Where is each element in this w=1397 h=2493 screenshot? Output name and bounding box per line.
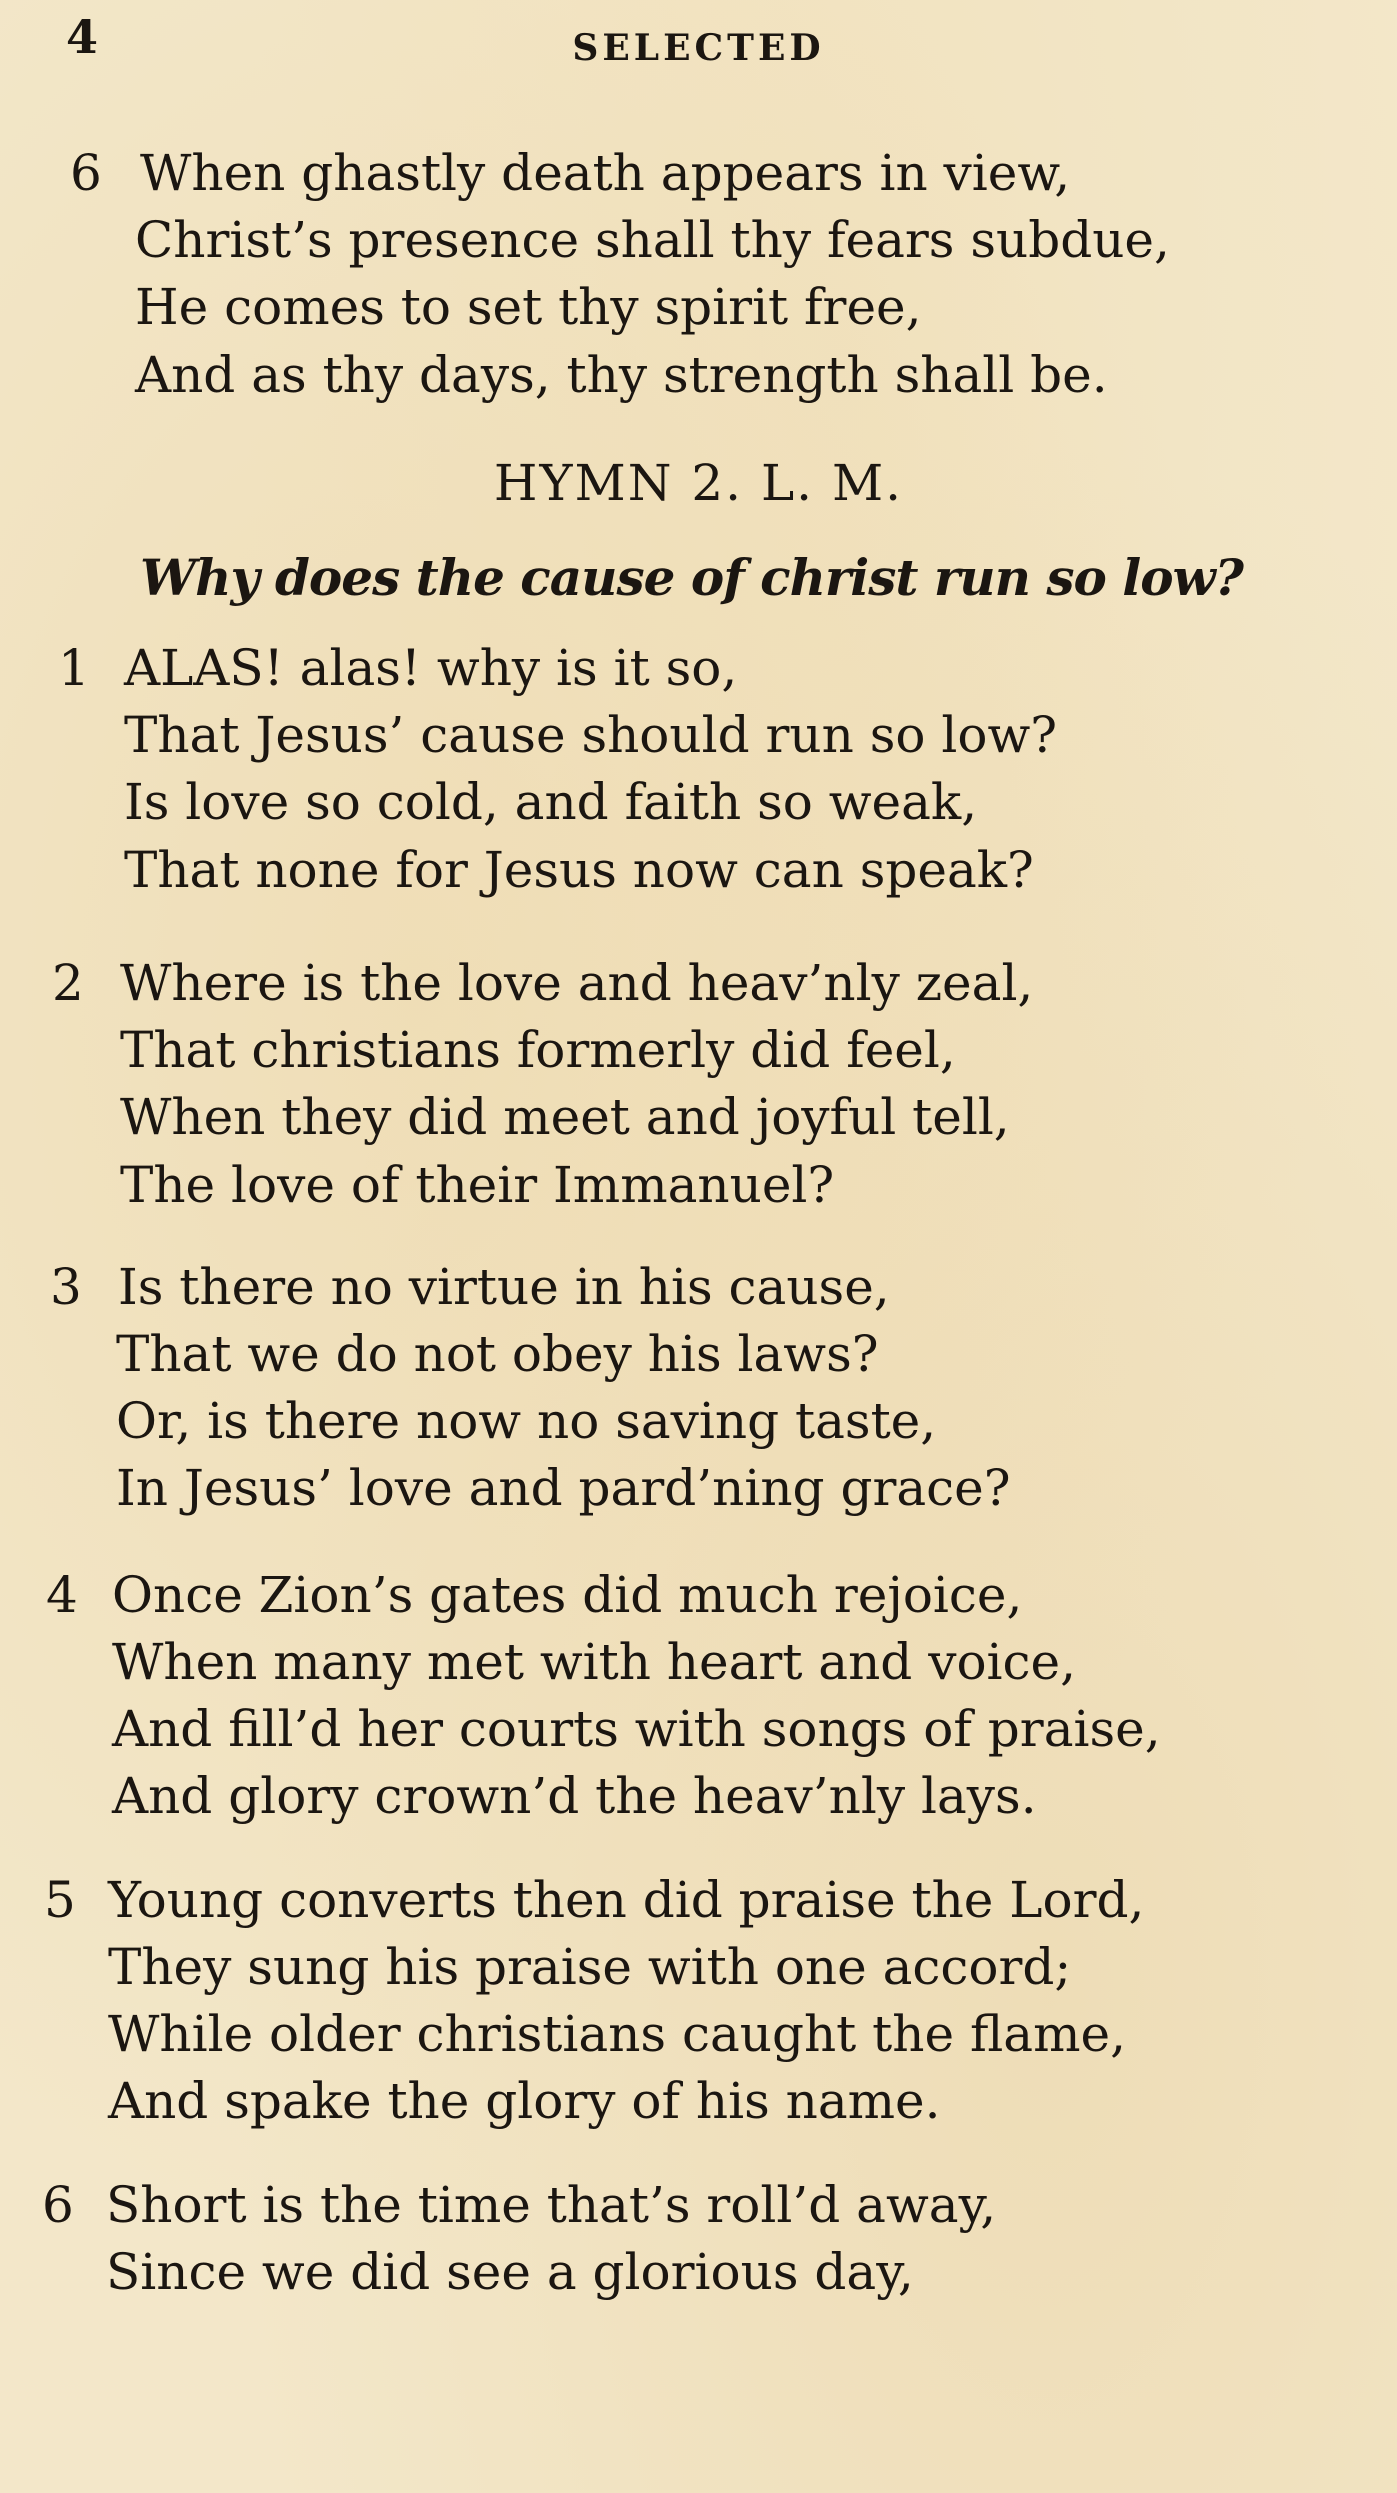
stanza-number: 2 (52, 954, 84, 1012)
stanza-number: 6 (70, 144, 102, 202)
hymn-title: HYMN 2. L. M. (493, 454, 904, 512)
verse-line: When ghastly death appears in view, (140, 144, 1071, 202)
verse-line: Or, is there now no saving taste, (116, 1392, 937, 1450)
verse-line: Since we did see a glorious day, (106, 2243, 914, 2301)
verse-line: And as thy days, thy strength shall be. (135, 346, 1108, 404)
verse-line: Is there no virtue in his cause, (118, 1258, 890, 1316)
verse-line: They sung his praise with one accord; (108, 1938, 1072, 1996)
verse-line: And glory crown’d the heav’nly lays. (112, 1767, 1037, 1825)
verse-line: Where is the love and heav’nly zeal, (120, 954, 1034, 1012)
verse-line: Young converts then did praise the Lord, (108, 1871, 1145, 1929)
verse-line: And fill’d her courts with songs of praise, (112, 1700, 1161, 1758)
verse-line: That none for Jesus now can speak? (124, 841, 1034, 899)
verse-line: Is love so cold, and faith so weak, (124, 773, 978, 831)
stanza-number: 6 (42, 2176, 74, 2234)
stanza-number: 1 (58, 639, 90, 697)
verse-line: And spake the glory of his name. (108, 2072, 941, 2130)
page-number: 4 (66, 10, 99, 64)
running-head: SELECTED (572, 27, 825, 69)
verse-line: Christ’s presence shall thy fears subdue, (135, 211, 1170, 269)
verse-line: When many met with heart and voice, (112, 1633, 1077, 1691)
hymn-subtitle: Why does the cause of christ run so low? (140, 548, 1243, 607)
verse-line: In Jesus’ love and pard’ning grace? (116, 1459, 1011, 1517)
verse-line: Once Zion’s gates did much rejoice, (112, 1566, 1023, 1624)
verse-line: That we do not obey his laws? (116, 1325, 879, 1383)
stanza-number: 4 (46, 1566, 78, 1624)
verse-line: That Jesus’ cause should run so low? (124, 706, 1058, 764)
verse-line: Short is the time that’s roll’d away, (106, 2176, 997, 2234)
verse-line: While older christians caught the flame, (108, 2005, 1126, 2063)
verse-line: When they did meet and joyful tell, (120, 1088, 1010, 1146)
verse-line: The love of their Immanuel? (120, 1156, 835, 1214)
verse-line: That christians formerly did feel, (120, 1021, 956, 1079)
stanza-number: 5 (44, 1871, 76, 1929)
stanza-number: 3 (50, 1258, 82, 1316)
verse-line: He comes to set thy spirit free, (135, 278, 922, 336)
verse-line: ALAS! alas! why is it so, (124, 639, 738, 697)
